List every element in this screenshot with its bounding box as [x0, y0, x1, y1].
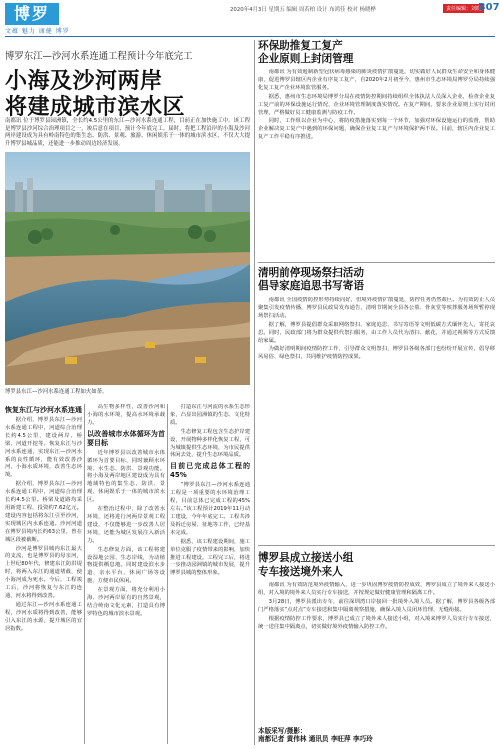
paragraph: 生态修复工程包含生态护岸建设，开展物种多样化恢复工程，可为城镇提供生态环境，为市民提供休闲去处，提升生态环境品质。 — [170, 428, 250, 459]
paragraph: 3月28日，博罗县派出专车，前往深圳湾口岸接回一批境外入境人员。据了解，博罗县各级各部门严格落实“点对点”专车接送和集中隔离观察措施，确保入境人员闭环管理、无缝衔接。 — [258, 598, 495, 613]
story3-body — [258, 297, 495, 485]
paragraph: 打造东江与河流的水系生态形象，凸显出园洲镇的生态、文化特质。 — [170, 404, 250, 426]
paragraph: 南都讯 全国疫情防控形势持续向好，但境外疫情扩散蔓延，防控任务仍然艰巨。为有效防止人员聚集引发疫情传播，博罗县民政局发布通告，清明节期间全县各公墓、骨灰堂等殡葬服务场所暂停现场祭扫活动。 — [258, 297, 495, 319]
story2-body — [258, 69, 495, 257]
masthead — [0, 0, 500, 36]
paragraph: 根据疫情防控工作要求，博罗县已成立了境外来人接送小组，对入境来博罗人员实行专车接送，统一送往集中隔离点，切实做好境外疫情输入防控工作。 — [258, 615, 495, 630]
story4-headline-line1: 博罗县成立接送小组 — [258, 552, 354, 564]
column-divider — [167, 404, 168, 744]
paragraph: “博罗县东江—沙河水系连通工程是一项重要的水环境治理工程，目前总体已完成工程的45%左右。”该工程预计2019年11月动工建设，今年年底完工。工程共涉及拆迁房屋、征地等工作，已经基本完成。 — [170, 482, 250, 536]
paragraph: 近年博罗县以改善城市水体循环为首要目标，同时兼顾水环境、水生态、防洪、景观功能。将小海及两岸地区建设成为具有地域特色的集生态、防洪、景观、休闲娱乐于一体的城市滨水区。 — [87, 449, 165, 504]
paragraph: 在景观方面，将充分利用小海、沙河两岸原有的自然景观，结合岭南文化元素，打造具有博罗特色的城市滨水景观。 — [87, 587, 165, 617]
header-divider — [5, 36, 495, 37]
paragraph: 生态修复方面，该工程将建设湿地公园、生态岸线，为动植物提供栖息地。同时建设滨水步道、亲水平台、休闲广场等设施，方便市民休闲。 — [87, 546, 165, 585]
paragraph: 据介绍，博罗县东江—沙河水系连通工程中，河道综合治理长约4.5公里。桥梁及道路均采用新建工程，投资约7.62亿元。建设内容包括将东江引至沙河，实现城区内水系连通。沙河河道在博罗县境内长约63公里，曾在城区段被截断。 — [5, 481, 82, 543]
column-divider — [84, 404, 85, 744]
story2-headline-line2: 企业原则上封闭管理 — [258, 53, 354, 65]
paragraph: 南都讯 为有效防范境外疫情输入，进一步巩固博罗疫情防控成效，博罗县成立了境外来人接送小组，对入境的境外来人员实行专车接送，并按规定做好健康管理和隔离工作。 — [258, 582, 495, 596]
subhead-water-circulation: 以改善城市水体循环为首要目标 — [87, 429, 165, 447]
lead-photo — [5, 152, 250, 385]
story4-body — [258, 582, 495, 725]
lead-summary: 南都讯 位于博罗县园洲镇，全长约4.5公里的东江—沙河水系连通工程，目前正在加快施工中。该工程是博罗县沙河综合治理项目之一，竣后意在项目，预计今年底完工。届时，将把工程沿岸的小海及沙河两岸建设成为具有岭南特色的集生态、防洪、景观、旅游、休闲娱乐于一体的城市滨水区，不仅大大提升博罗县城品质，还能进一步推动周边经济发展。 — [5, 118, 250, 147]
story2-headline-line1: 环保助推复工复产 — [258, 40, 343, 52]
paragraph: 为做好清明期间疫情防控工作，引导群众文明祭扫，博罗县各级各部门也纷纷开展宣传，倡导移风易俗、绿色祭扫，共同维护疫情防控成果。 — [258, 346, 495, 361]
paragraph: 同时，工作组以企业为中心，将防疫措施落实到每一个环节，加强对环保设施运行的监督，帮助企业解决复工复产中遇到的环保问题，确保企业复工复产与环境保护两不误。目前，辖区内企业复工复产工作平稳有序推进。 — [258, 118, 495, 141]
section-slogan: 文蕴 魅力 康健 博罗 — [5, 28, 70, 35]
paragraph: 据悉，惠州市生态环境局博罗分局在疫情防控期间持续组织全体执法人员深入企业，检查企业复工复产前的环保设施运行情况、企业环境管理制度落实情况。在复产期间，要求企业原则上实行封闭管理，严格做好员工健康监测与防疫工作。 — [258, 93, 495, 116]
paragraph: 据介绍，博罗县东江—沙河水系连通工程中，河道综合治理长约4.5公里，建设两岸、桥梁、河道开挖等。恢复东江与沙河水系连通，实现东江—沙河水系的良性循环，能有效改善沙河、小海水质环境，改善生态环境。 — [5, 417, 82, 479]
subhead-restore-connection: 恢复东江与沙河水系连通 — [5, 406, 82, 414]
page-number: B07 — [478, 2, 500, 13]
lead-column-3 — [170, 404, 250, 744]
section-divider — [254, 40, 255, 745]
paragraph: 据了解，博罗县提倡群众采取网络祭扫、家庭追思、书写寄语等文明低碳方式缅怀先人，寄托哀思。同时，民政部门将为群众提供代祭扫服务，由工作人员代为清扫、献花，并通过视频等方式反馈给家属。 — [258, 321, 495, 344]
issue-meta: 2020年4月3日 星期五 编辑 周若柏 设计 布鸿佳 校对 杨晓桦 — [230, 7, 376, 13]
subhead-progress: 目前已完成总体工程的45% — [170, 462, 250, 480]
credits-label: 本版采写/摄影： — [258, 727, 307, 735]
lead-headline-line1: 小海及沙河两岸 — [5, 69, 163, 94]
paragraph: 沙河是博罗县城内东江最大的支流，也是博罗县的母亲河，上世纪80年代，修建东江防洪堤时，将两入东江的通道堵截，使小海河成为死水。今后，工程竣工后，沙河将恢复与东江的连通，河水将得到改善。 — [5, 545, 82, 599]
credits-names: 南都记者 黄伟林 通讯员 李旺萍 李巧玲 — [258, 735, 373, 744]
story3-headline-line2: 倡导家庭追思书写寄语 — [258, 280, 364, 292]
story3-headline-line1: 清明前停现场祭扫活动 — [258, 267, 364, 279]
paragraph: 高生物多样性，改善沙河和小海的水环境，提高水环境承载力。 — [87, 404, 165, 426]
story-divider — [258, 262, 495, 263]
photo-caption: 博罗县东江—沙河水系连通工程如火如荼。 — [5, 389, 108, 395]
editor-badge: 责任编辑：刘晓 — [443, 4, 484, 13]
paragraph: 南都讯 为有效遏制新型冠状病毒感染的肺炎疫情扩散蔓延，切实做好人民群众生命安全和身体健康，促进博罗县辖区内企业有序复工复产，自2020年2月初至今，惠州市生态环境局博罗分局持续强化复工复产企业环境监管服务。 — [258, 69, 495, 91]
byline-credits — [258, 727, 495, 744]
lead-column-1 — [5, 404, 82, 744]
lead-column-2 — [87, 404, 165, 744]
story-divider — [258, 545, 495, 546]
paragraph: 在整治过程中，除了改善水环境，还将进行河两岸景观工程建设，不仅能够进一步改善人居环境，还能为城区发展注入新活力。 — [87, 506, 165, 544]
lead-kicker: 博罗东江—沙河水系连通工程预计今年底完工 — [5, 51, 193, 62]
construction-site-image — [5, 152, 250, 385]
story4-headline-line2: 专车接送境外来人 — [258, 566, 343, 578]
paragraph: 据悉，该工程建设期间，施工单位克服了疫情带来的影响，加快推进工程建设。工程完工后，将进一步推动园洲镇的城市发展，提升博罗县城的整体形象。 — [170, 538, 250, 577]
paragraph: 通过东江—沙河水系连通工程，沙河水质将得到改善，能够引入东江的水源，提升城区的宜居指数。 — [5, 601, 82, 632]
lead-headline-line2: 将建成城市滨水区 — [5, 95, 186, 120]
section-logo: 博罗 — [5, 3, 59, 25]
